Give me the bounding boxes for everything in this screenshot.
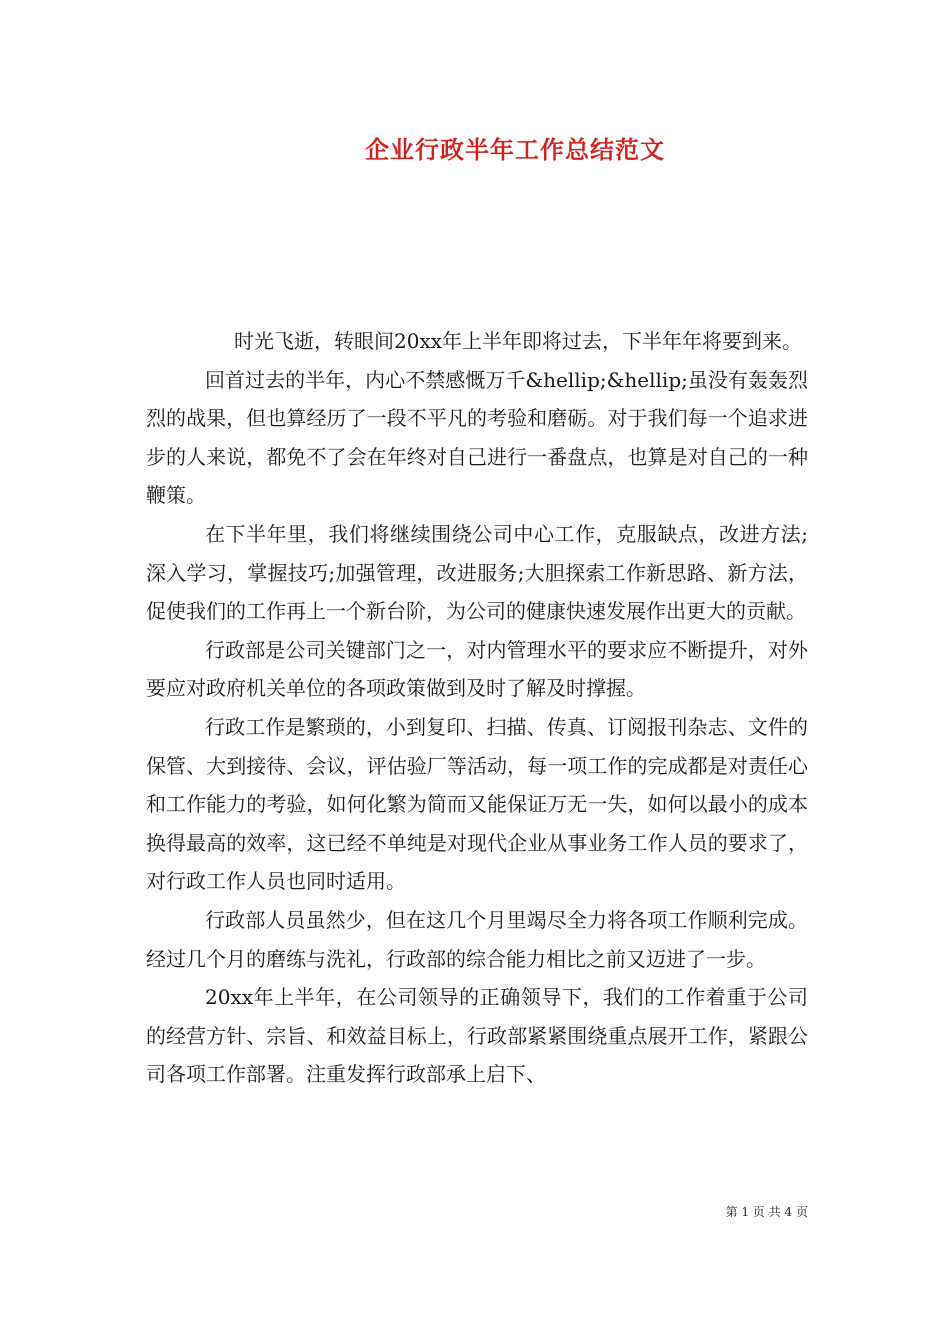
paragraph-5: 行政工作是繁琐的，小到复印、扫描、传真、订阅报刊杂志、文件的保管、大到接待、会议，评估验厂等活动，每一项工作的完成都是对责任心和工作能力的考验，如何化繁为简而又能保证万无一失，如何以最小的成本换得最高的效率，这已经不单纯是对现代企业从事业务工作人员的要求了，对行政工作人员也同时适用。 [146, 714, 808, 894]
document-body [146, 322, 808, 1094]
paragraph-6: 行政部人员虽然少，但在这几个月里竭尽全力将各项工作顺利完成。经过几个月的磨练与洗礼，行政部的综合能力相比之前又迈进了一步。 [146, 907, 808, 971]
paragraph-1: 时光飞逝，转眼间20xx年上半年即将过去，下半年年将要到来。 [234, 329, 803, 353]
page-number-footer: 第 1 页 共 4 页 [725, 1205, 808, 1219]
paragraph-4: 行政部是公司关键部门之一，对内管理水平的要求应不断提升，对外要应对政府机关单位的各项政策做到及时了解及时撑握。 [146, 637, 808, 701]
paragraph-7: 20xx年上半年，在公司领导的正确领导下，我们的工作着重于公司的经营方针、宗旨、和效益目标上，行政部紧紧围绕重点展开工作，紧跟公司各项工作部署。注重发挥行政部承上启下、 [146, 985, 808, 1087]
paragraph-3: 在下半年里，我们将继续围绕公司中心工作，克服缺点，改进方法;深入学习，掌握技巧;加强管理，改进服务;大胆探索工作新思路、新方法，促使我们的工作再上一个新台阶，为公司的健康快速发展作出更大的贡献。 [146, 521, 808, 624]
paragraph-2: 回首过去的半年，内心不禁感慨万千&hellip;&hellip;虽没有轰轰烈烈的战果，但也算经历了一段不平凡的考验和磨砺。对于我们每一个追求进步的人来说，都免不了会在年终对自己进行一番盘点，也算是对自己的一种鞭策。 [146, 367, 808, 508]
document-title: 企业行政半年工作总结范文 [365, 135, 665, 164]
